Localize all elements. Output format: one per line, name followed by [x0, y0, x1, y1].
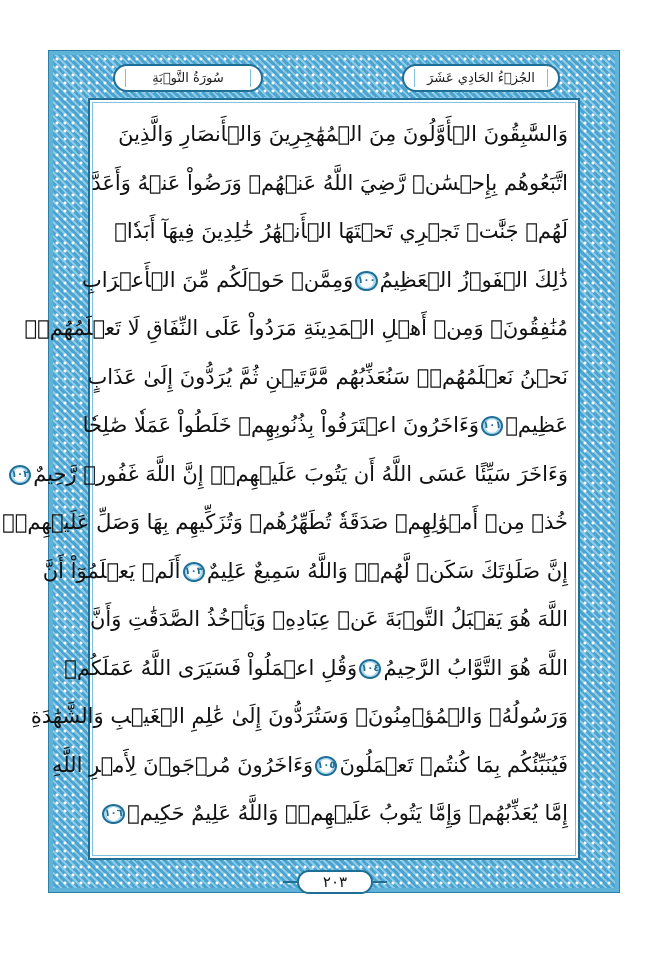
- text-line: [100, 112, 568, 152]
- text-line: [91, 161, 568, 201]
- line-text: لَهُمۡ جَنَّٰتٖ تَجۡرِي تَحۡتَهَا الۡأَنۡهَٰرُ خَٰلِدِينَ فِيهَآ أَبَدٗاۚ: [114, 219, 568, 244]
- text-line: [30, 694, 568, 734]
- text-line: [100, 209, 568, 249]
- text-line: [82, 403, 568, 443]
- verse-number-marker: ١٠٢: [9, 465, 31, 485]
- text-line: [100, 791, 568, 831]
- text-line: [42, 549, 568, 589]
- text-line: [10, 452, 568, 492]
- verse-number-marker: ١٠٦: [102, 804, 125, 824]
- page-number-badge: [297, 870, 373, 894]
- text-line: [89, 597, 568, 637]
- line-text: اللَّهَ هُوَ التَّوَّابُ الرَّحِيمُ: [383, 655, 568, 680]
- verse-number-marker: ١٠١: [481, 416, 503, 436]
- line-text-continued: خُذۡ مِنۡ أَمۡوَٰلِهِمۡ صَدَقَةٗ تُطَهِّرُهُمۡ وَتُزَكِّيهِم بِهَا وَصَلِّ عَلَيۡهِمۡۖ: [2, 510, 568, 535]
- page-text: [2, 112, 568, 842]
- text-line: [24, 306, 568, 346]
- verse-number-marker: ١٠٣: [183, 562, 205, 582]
- verse-number-marker: ١٠٠: [355, 271, 377, 291]
- line-text-continued: وَمِمَّنۡ حَوۡلَكُم مِّنَ الۡأَعۡرَابِ: [81, 267, 354, 292]
- line-text: نَحۡنُ نَعۡلَمُهُمۡۚ سَنُعَذِّبُهُم مَّرَّتَيۡنِ ثُمَّ يُرَدُّونَ إِلَىٰ عَذَابٍ: [87, 364, 568, 389]
- line-text-continued: وَءَاخَرُونَ اعۡتَرَفُواْ بِذُنُوبِهِمۡ خَلَطُواْ عَمَلٗا صَٰلِحٗا: [82, 413, 480, 438]
- line-text: وَءَاخَرَ سَيِّئًا عَسَى اللَّهُ أَن يَتُوبَ عَلَيۡهِمۡۚ إِنَّ اللَّهَ غَفُورٞ رَّحِيمٌ: [33, 461, 568, 486]
- line-text: وَالسَّٰبِقُونَ الۡأَوَّلُونَ مِنَ الۡمُهَٰجِرِينَ وَالۡأَنصَارِ وَالَّذِينَ: [118, 122, 568, 147]
- line-text: ذَٰلِكَ الۡفَوۡزُ الۡعَظِيمُ: [379, 267, 568, 292]
- page-number: ٢٠٣: [322, 873, 348, 891]
- line-text: وَرَسُولُهُۥ وَالۡمُؤۡمِنُونَۖ وَسَتُرَدُّونَ إِلَىٰ عَٰلِمِ الۡغَيۡبِ وَالشَّهَٰدَةِ: [30, 704, 568, 729]
- line-text: مُنَٰفِقُونَۖ وَمِنۡ أَهۡلِ الۡمَدِينَةِ مَرَدُواْ عَلَى النِّفَاقِ لَا تَعۡلَمُهُمۡۖ: [24, 316, 568, 341]
- surah-name-text: سُورَةُ التَّوۡبَةِ: [152, 70, 224, 86]
- line-text-continued: وَقُلِ اعۡمَلُواْ فَسَيَرَى اللَّهُ عَمَلَكُمۡ: [64, 655, 358, 680]
- verse-number-marker: ١٠٥: [315, 756, 337, 776]
- text-line: [87, 355, 568, 395]
- line-text: اللَّهَ هُوَ يَقۡبَلُ التَّوۡبَةَ عَنۡ عِبَادِهِۦ وَيَأۡخُذُ الصَّدَقَٰتِ وَأَنَّ: [89, 607, 568, 632]
- juz-name-label: [402, 64, 560, 92]
- text-line: [81, 258, 568, 298]
- verse-number-marker: ١٠٤: [359, 659, 381, 679]
- text-line: [2, 500, 568, 540]
- line-text-continued: وَءَاخَرُونَ مُرۡجَوۡنَ لِأَمۡرِ اللَّهِ: [51, 752, 314, 777]
- line-text: إِمَّا يُعَذِّبُهُمۡ وَإِمَّا يَتُوبُ عَلَيۡهِمۡۗ وَاللَّهُ عَلِيمٌ حَكِيمٞ: [127, 801, 568, 826]
- surah-name-label: [113, 64, 263, 92]
- juz-name-text: الجُزۡءُ الحَادِي عَشَرَ: [427, 70, 535, 86]
- line-text: فَيُنَبِّئُكُم بِمَا كُنتُمۡ تَعۡمَلُونَ: [339, 752, 568, 777]
- line-text: إِنَّ صَلَوٰتَكَ سَكَنٞ لَّهُمۡۗ وَاللَّهُ سَمِيعٌ عَلِيمٌ: [206, 558, 568, 583]
- line-text-continued: أَلَمۡ يَعۡلَمُوٓاْ أَنَّ: [42, 558, 181, 583]
- text-line: [51, 743, 568, 783]
- text-line: [64, 646, 568, 686]
- line-text: عَظِيمٖ: [505, 413, 568, 438]
- line-text: اتَّبَعُوهُم بِإِحۡسَٰنٖ رَّضِيَ اللَّهُ عَنۡهُمۡ وَرَضُواْ عَنۡهُ وَأَعَدَّ: [91, 170, 568, 195]
